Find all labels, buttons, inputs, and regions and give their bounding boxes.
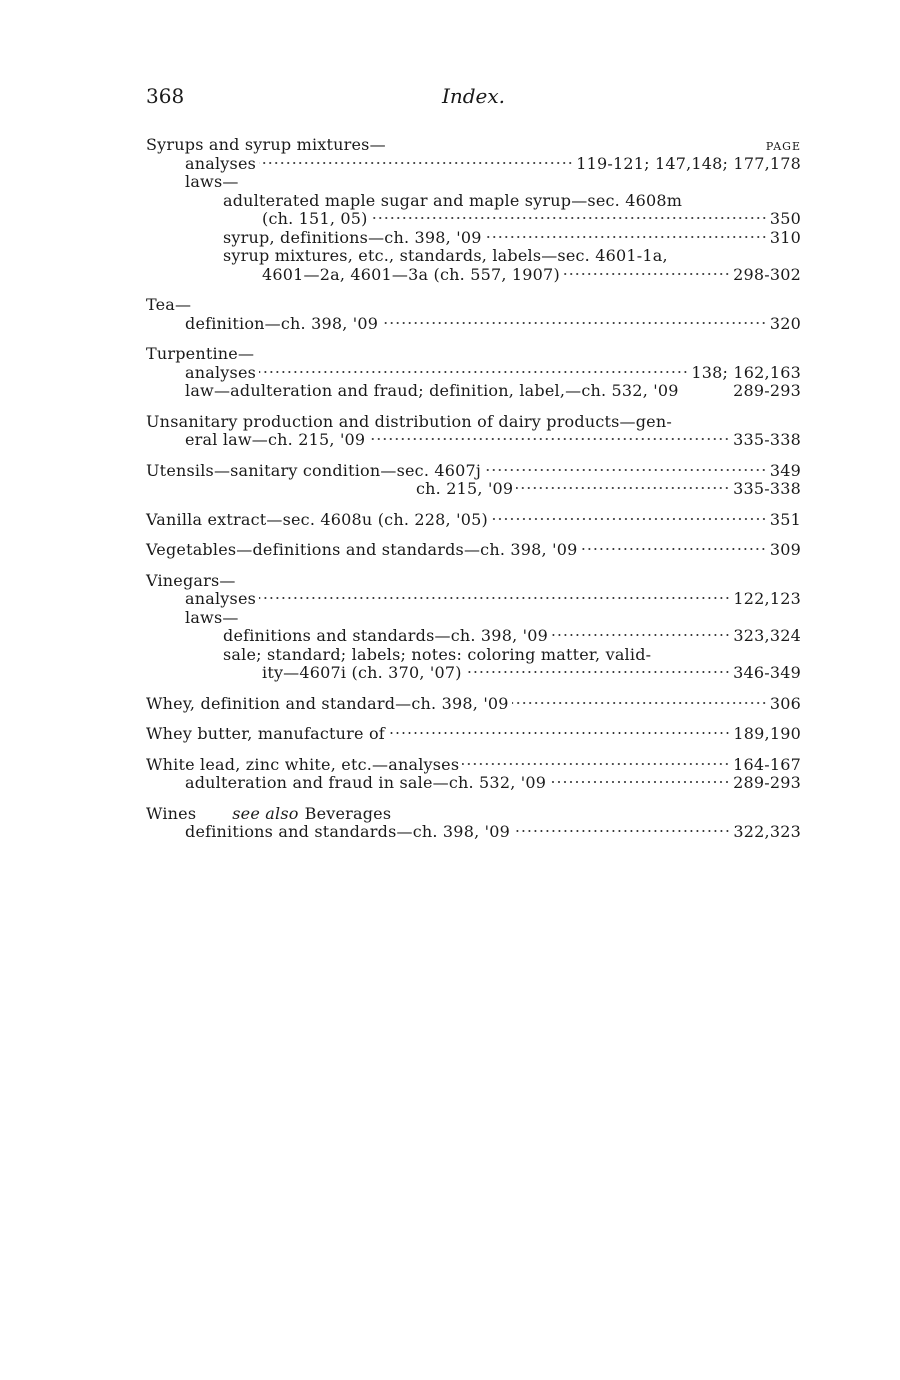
page-reference: 189,190 (733, 724, 801, 743)
dot-leader (516, 485, 730, 491)
dot-leader (580, 546, 766, 552)
page-reference: 350 (769, 209, 801, 228)
index-line (146, 695, 801, 714)
page-number: 368 (146, 84, 185, 108)
see-also-target: Beverages (304, 803, 392, 823)
index-subentry-text: analyses (185, 589, 257, 608)
index-subentry-text: syrup, definitions—ch. 398, '09 (223, 227, 482, 247)
index-entry (146, 541, 801, 560)
index-subentry-text: (ch. 151, 05) (262, 209, 368, 228)
index-entry (146, 805, 801, 842)
index-line (146, 823, 801, 842)
page-reference: 119-121; 147,148; 177,178 (576, 153, 801, 173)
dot-leader (513, 828, 730, 834)
index-entry (146, 756, 801, 793)
index-heading-text: Tea— (146, 295, 192, 314)
index-entry (146, 136, 801, 284)
index-heading-text: Turpentine— (146, 344, 255, 363)
index-entry (146, 413, 801, 450)
page-reference: 138; 162,163 (691, 362, 801, 382)
dot-leader (491, 516, 767, 522)
index-line (146, 756, 801, 775)
see-also-label: see also (232, 803, 299, 823)
page-reference: 346-349 (733, 663, 801, 682)
dot-leader (381, 320, 767, 326)
dot-leader (371, 215, 767, 221)
index-line (146, 511, 801, 530)
index-heading-text: Syrups and syrup mixtures— (146, 135, 386, 154)
index-line (146, 247, 801, 266)
index-heading-text: Unsanitary production and distribution of dairy products—gen- (146, 411, 672, 431)
index-heading-text: Utensils—sanitary condition—sec. 4607j (146, 460, 482, 480)
index-subentry-text: definitions and standards—ch. 398, '09 (185, 822, 510, 841)
dot-leader (485, 234, 767, 240)
index-subentry-text: ity—4607i (ch. 370, '07) (262, 663, 462, 682)
index-heading-text: White lead, zinc white, etc.—analyses (146, 754, 460, 774)
index-line (146, 431, 801, 450)
index-line (146, 296, 801, 315)
index-line (146, 480, 801, 499)
index-line (146, 229, 801, 248)
page-reference: 335-338 (733, 479, 801, 498)
dot-leader (563, 271, 730, 277)
index-entry (146, 296, 801, 333)
index-line (146, 664, 801, 683)
index-subentry-text: laws— (185, 607, 239, 627)
index-line (146, 382, 801, 401)
index-heading-text: Vinegars— (146, 570, 236, 590)
index-subentry-text: analyses (185, 153, 257, 173)
dot-leader (259, 369, 688, 375)
index-entry (146, 345, 801, 401)
page-reference: 310 (769, 227, 801, 247)
page-reference: 322,323 (733, 822, 801, 841)
running-head: Index. (441, 84, 506, 108)
index-subentry-text: eral law—ch. 215, '09 (185, 430, 366, 449)
page-reference: 320 (769, 313, 801, 333)
index-subentry-text: 4601—2a, 4601—3a (ch. 557, 1907) (262, 264, 560, 284)
index-line (146, 774, 801, 793)
index-line (146, 192, 801, 211)
index-heading-text: Whey, definition and standard—ch. 398, '09 (146, 693, 509, 713)
index-subentry-text: laws— (185, 172, 239, 191)
dot-leader (551, 632, 730, 638)
index-entry (146, 572, 801, 683)
index-list (146, 136, 801, 854)
index-heading-text: Wines (146, 803, 197, 823)
index-subentry-text: adulterated maple sugar and maple syrup—sec. 4608m (223, 190, 683, 210)
index-entry (146, 725, 801, 744)
index-heading-text: Whey butter, manufacture of (146, 724, 385, 743)
index-line (146, 609, 801, 628)
index-line (146, 266, 801, 285)
dot-leader (259, 160, 573, 166)
page-reference: 323,324 (733, 626, 801, 645)
index-line (146, 210, 801, 229)
page-reference: 306 (769, 693, 801, 713)
dot-leader (259, 595, 730, 601)
index-entry (146, 695, 801, 714)
index-line (146, 627, 801, 646)
dot-leader (462, 761, 730, 767)
index-line (146, 805, 801, 824)
index-subentry-text: definition—ch. 398, '09 (185, 313, 379, 333)
page-column-label: PAGE (765, 140, 801, 153)
page-reference: 122,123 (733, 589, 801, 608)
index-entry (146, 462, 801, 499)
page-reference: 335-338 (733, 430, 801, 449)
index-line (146, 315, 801, 334)
index-line (146, 136, 801, 155)
dot-leader (388, 730, 731, 736)
index-subentry-text: syrup mixtures, etc., standards, labels—sec. 4601-1a, (223, 246, 668, 265)
index-subentry-text: adulteration and fraud in sale—ch. 532, '09 (185, 773, 547, 792)
index-line (146, 590, 801, 609)
page-reference: 289-293 (733, 381, 801, 400)
index-subentry-text: ch. 215, '09 (416, 479, 514, 498)
index-line (146, 541, 801, 560)
page-header (146, 84, 801, 114)
index-line (146, 646, 801, 665)
dot-leader (465, 669, 730, 675)
index-subentry-text: definitions and standards—ch. 398, '09 (223, 626, 548, 645)
page-reference: 164-167 (733, 754, 801, 774)
page-reference: 349 (769, 460, 801, 480)
page-reference: 298-302 (733, 264, 801, 284)
index-entry (146, 511, 801, 530)
page-reference: 309 (769, 540, 801, 559)
index-line (146, 572, 801, 591)
dot-leader (512, 700, 767, 706)
index-heading-text: Vanilla extract—sec. 4608u (ch. 228, '05) (146, 509, 488, 529)
index-heading-text: Vegetables—definitions and standards—ch. 398, '09 (146, 540, 578, 559)
index-subentry-text: analyses (185, 362, 257, 382)
dot-leader (484, 467, 767, 473)
index-line (146, 413, 801, 432)
dot-leader (368, 436, 730, 442)
index-subentry-text: sale; standard; labels; notes: coloring matter, valid- (223, 644, 652, 664)
index-line (146, 155, 801, 174)
index-line (146, 345, 801, 364)
index-line (146, 462, 801, 481)
index-line (146, 725, 801, 744)
dot-leader (549, 779, 730, 785)
page-reference: 289-293 (733, 773, 801, 792)
index-line (146, 173, 801, 192)
index-line (146, 364, 801, 383)
index-subentry-text: law—adulteration and fraud; definition, label,—ch. 532, '09 (185, 381, 679, 400)
page-reference: 351 (769, 509, 801, 529)
